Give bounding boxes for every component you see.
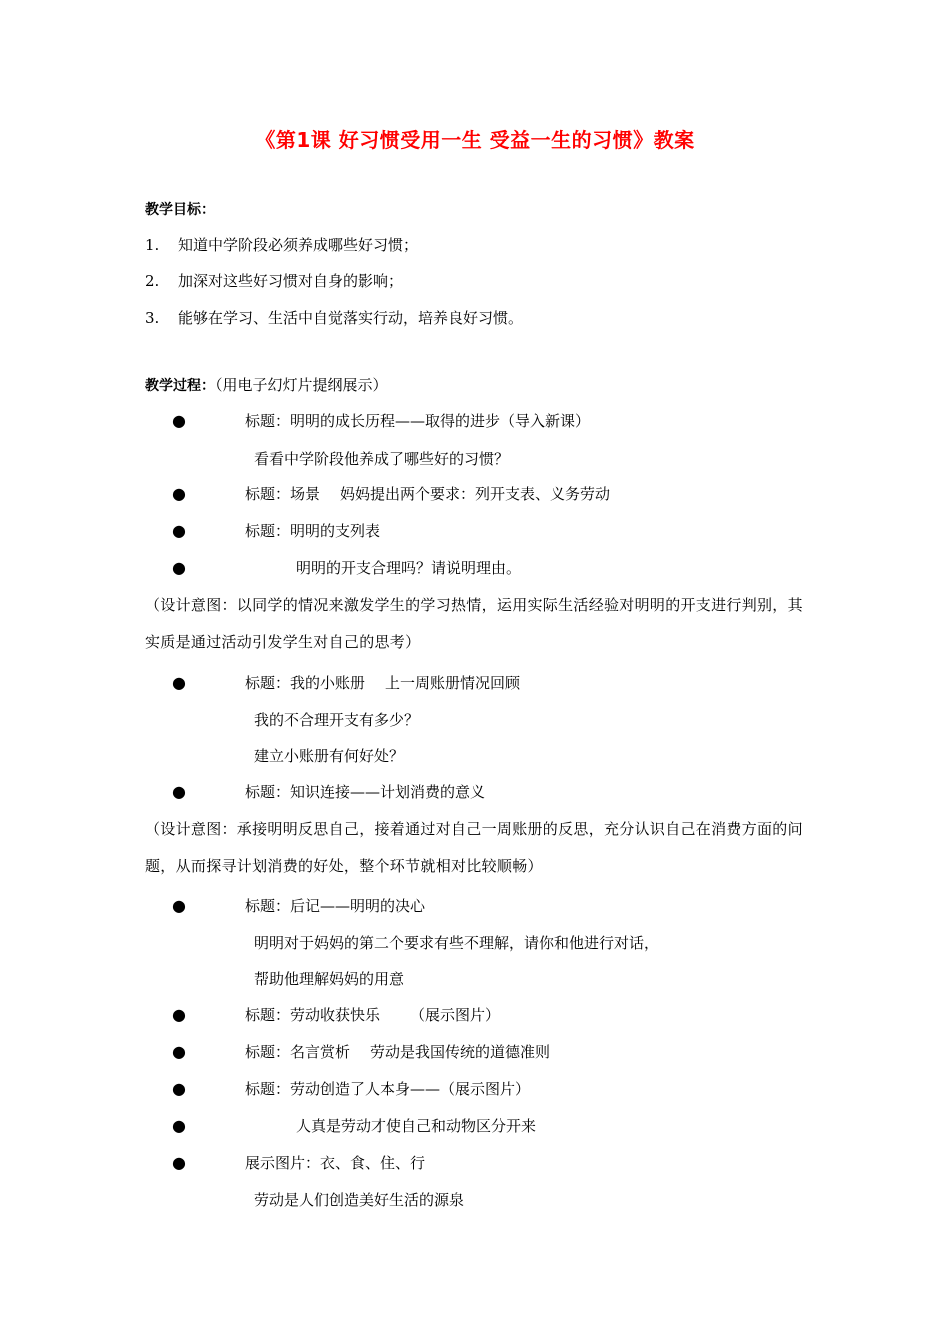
bullet-icon: ● bbox=[172, 782, 186, 801]
bullet-icon: ● bbox=[172, 484, 186, 503]
design-note-2: （设计意图：承接明明反思自己，接着通过对自己一周账册的反思，充分认识自己在消费方面的问题，从而探寻计划消费的好处，整个环节就相对比较顺畅） bbox=[145, 820, 803, 875]
bullet-icon: ● bbox=[172, 1005, 186, 1024]
bullet-sub-7a: 明明对于妈妈的第二个要求有些不理解，请你和他进行对话， bbox=[254, 934, 660, 952]
bullet-text-1: 标题：明明的成长历程——取得的进步（导入新课） bbox=[245, 412, 591, 430]
bullet-text-10: 标题：劳动创造了人本身——（展示图片） bbox=[245, 1080, 531, 1098]
goal-text: 知道中学阶段必须养成哪些好习惯； bbox=[178, 236, 419, 254]
bullet-icon: ● bbox=[172, 558, 186, 577]
bullet-text-8 bbox=[245, 1005, 500, 1025]
bullet-text-3: 标题：明明的支列表 bbox=[245, 522, 381, 540]
bullet-sub-7b: 帮助他理解妈妈的用意 bbox=[254, 970, 405, 988]
bullet-9-title: 标题：名言赏析 bbox=[245, 1043, 351, 1061]
bullet-8-title: 标题：劳动收获快乐 bbox=[245, 1006, 381, 1024]
goal-text: 加深对这些好习惯对自身的影响； bbox=[178, 272, 404, 290]
design-note-1: （设计意图：以同学的情况来激发学生的学习热情，运用实际生活经验对明明的开支进行判别，其实质是通过活动引发学生对自己的思考） bbox=[145, 596, 803, 651]
bullet-text-2 bbox=[245, 484, 610, 504]
bullet-icon: ● bbox=[172, 1116, 186, 1135]
goal-number: 3. bbox=[145, 309, 160, 327]
document-title: 《第1课 好习惯受用一生 受益一生的习惯》教案 bbox=[255, 128, 695, 152]
process-note: （用电子幻灯片提纲展示） bbox=[215, 376, 388, 394]
process-heading bbox=[145, 375, 388, 396]
goal-item-2 bbox=[145, 271, 403, 291]
process-label: 教学过程： bbox=[145, 378, 215, 394]
bullet-8-detail: （展示图片） bbox=[410, 1006, 501, 1024]
bullet-icon: ● bbox=[172, 1079, 186, 1098]
bullet-icon: ● bbox=[172, 1153, 186, 1172]
bullet-text-12: 展示图片：衣、食、住、行 bbox=[245, 1154, 426, 1172]
bullet-5-title: 标题：我的小账册 bbox=[245, 674, 366, 692]
bullet-icon: ● bbox=[172, 673, 186, 692]
bullet-icon: ● bbox=[172, 896, 186, 915]
bullet-5-detail: 上一周账册情况回顾 bbox=[385, 674, 521, 692]
bullet-sub-1: 看看中学阶段他养成了哪些好的习惯？ bbox=[254, 450, 510, 468]
bullet-2-title: 标题：场景 bbox=[245, 485, 321, 503]
goal-item-1 bbox=[145, 235, 418, 255]
goal-number: 2. bbox=[145, 272, 160, 290]
goal-item-3 bbox=[145, 308, 523, 328]
bullet-icon: ● bbox=[172, 411, 186, 430]
bullet-2-detail: 妈妈提出两个要求：列开支表、义务劳动 bbox=[340, 485, 611, 503]
goal-text: 能够在学习、生活中自觉落实行动，培养良好习惯。 bbox=[178, 309, 524, 327]
bullet-sub-12: 劳动是人们创造美好生活的源泉 bbox=[254, 1191, 465, 1209]
bullet-sub-5b: 建立小账册有何好处？ bbox=[254, 747, 405, 765]
goal-number: 1. bbox=[145, 236, 160, 254]
bullet-icon: ● bbox=[172, 521, 186, 540]
bullet-text-6: 标题：知识连接——计划消费的意义 bbox=[245, 783, 486, 801]
bullet-icon: ● bbox=[172, 1042, 186, 1061]
bullet-text-4: 明明的开支合理吗？请说明理由。 bbox=[296, 559, 522, 577]
goals-label: 教学目标： bbox=[145, 202, 215, 218]
bullet-text-11: 人真是劳动才使自己和动物区分开来 bbox=[296, 1117, 537, 1135]
bullet-9-detail: 劳动是我国传统的道德准则 bbox=[370, 1043, 551, 1061]
bullet-sub-5a: 我的不合理开支有多少？ bbox=[254, 711, 420, 729]
bullet-text-5 bbox=[245, 673, 520, 693]
bullet-text-7: 标题：后记——明明的决心 bbox=[245, 897, 426, 915]
bullet-text-9 bbox=[245, 1042, 550, 1062]
